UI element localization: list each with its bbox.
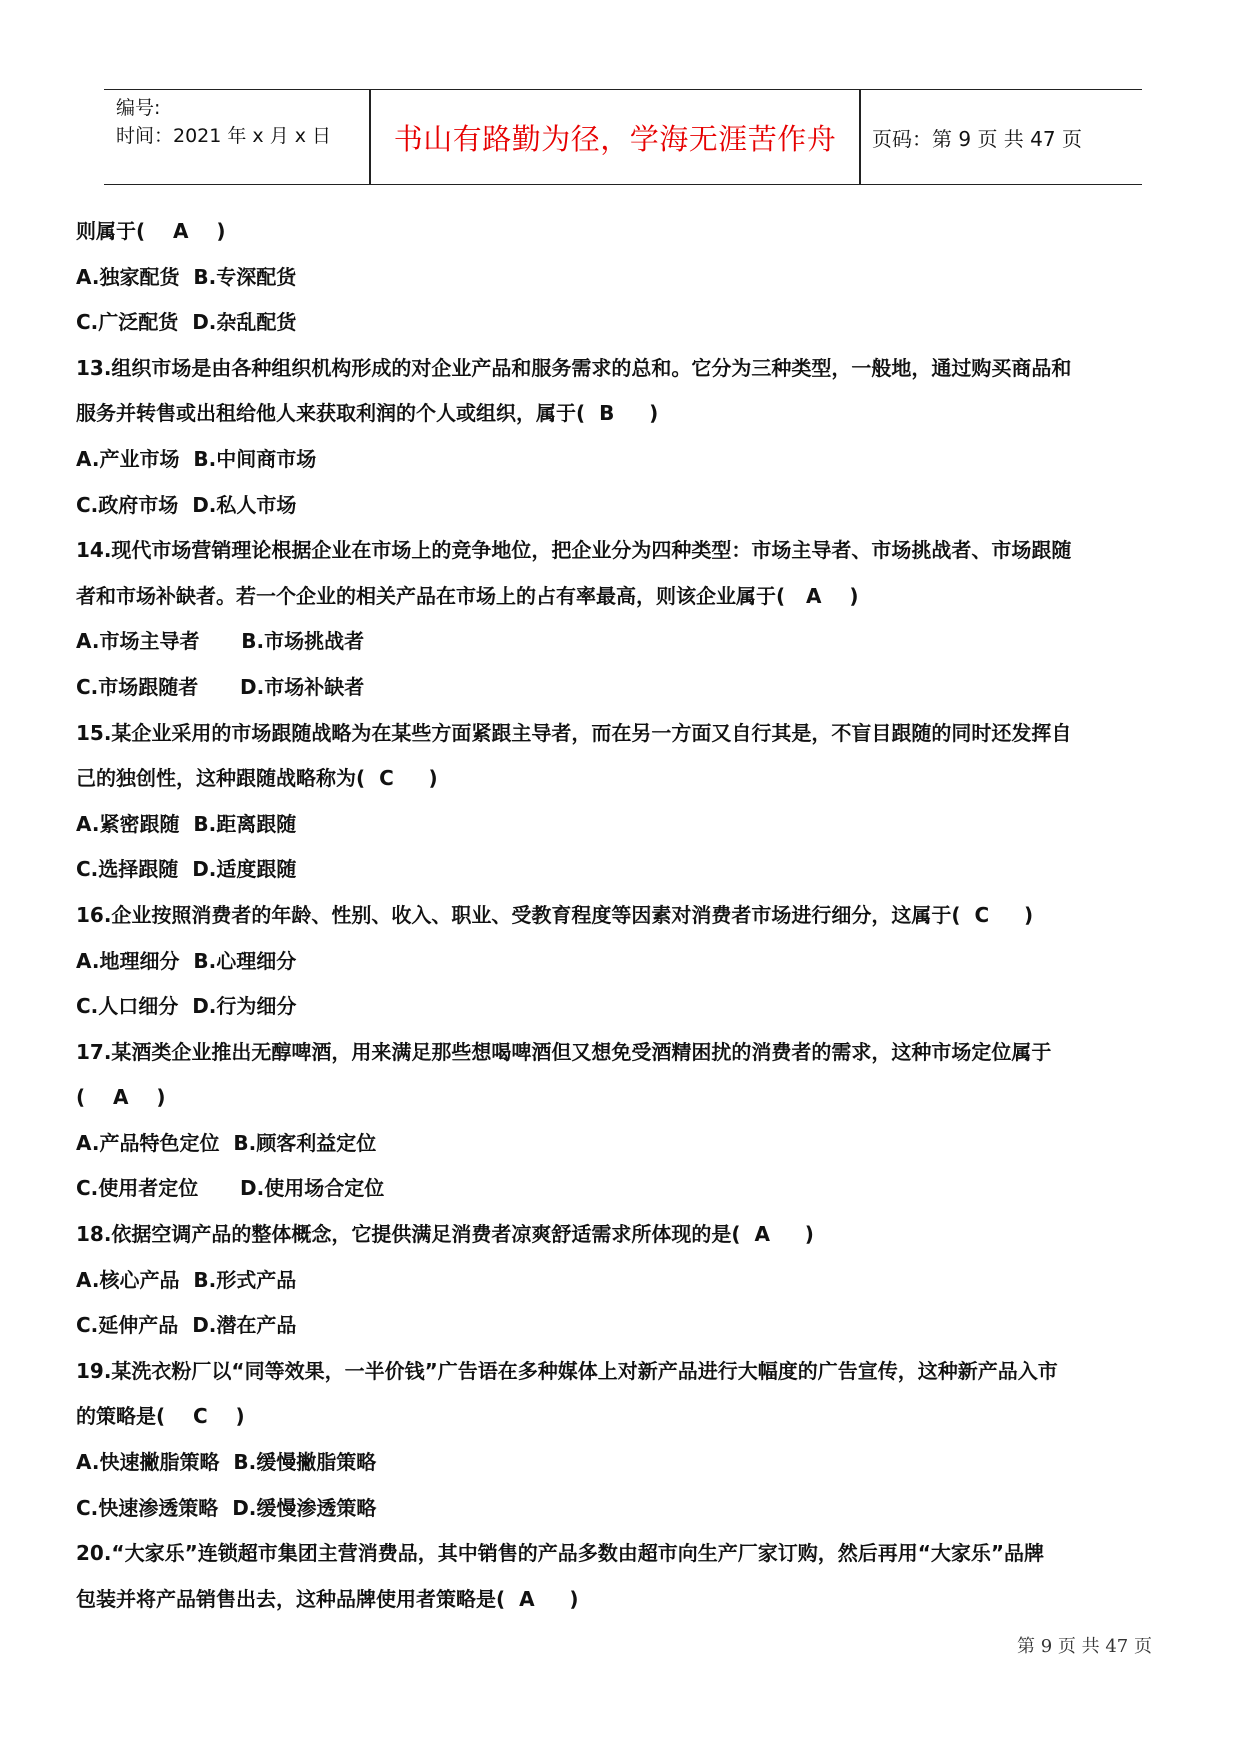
option-line: C.使用者定位 D.使用场合定位 [76,1176,385,1201]
question-line: 16.企业按照消费者的年龄、性别、收入、职业、受教育程度等因素对消费者市场进行细分，这属于( C ) [76,902,1034,927]
question-line: 包装并将产品销售出去，这种品牌使用者策略是( A ) [76,1586,579,1611]
page-header [104,89,1142,185]
header-motto: 书山有路勤为径，学海无涯苦作舟 [393,121,837,156]
document-number-label: 编号: [116,97,161,119]
question-line: 己的独创性，这种跟随战略称为( C ) [76,766,438,791]
question-line: 20.“大家乐”连锁超市集团主营消费品，其中销售的产品多数由超市向生产厂家订购，然后再用“大家乐”品牌 [76,1541,1045,1566]
option-line: A.产品特色定位 B.顾客利益定位 [76,1130,377,1155]
option-line: A.市场主导者 B.市场挑战者 [76,629,365,654]
option-line: C.市场跟随者 D.市场补缺者 [76,674,365,699]
header-page-info: 页码：第 9 页 共 47 页 [872,126,1082,151]
question-line: 14.现代市场营销理论根据企业在市场上的竞争地位，把企业分为四种类型：市场主导者、市场挑战者、市场跟随 [76,538,1072,563]
option-line: C.延伸产品 D.潜在产品 [76,1313,297,1338]
question-line: 18.依据空调产品的整体概念，它提供满足消费者凉爽舒适需求所体现的是( A ) [76,1222,814,1247]
question-line: 的策略是( C ) [76,1404,245,1429]
text-line: 则属于( A ) [76,219,226,243]
option-line: C.广泛配货 D.杂乱配货 [76,310,297,335]
document-body [76,209,1176,1622]
option-line: C.快速渗透策略 D.缓慢渗透策略 [76,1495,377,1520]
question-line: ( A ) [76,1085,166,1110]
option-line: C.政府市场 D.私人市场 [76,492,297,517]
option-line: A.地理细分 B.心理细分 [76,948,297,973]
header-divider [859,90,861,184]
header-meta [116,94,356,150]
option-line: A.产业市场 B.中间商市场 [76,446,317,471]
option-line: A.核心产品 B.形式产品 [76,1267,297,1292]
document-time-label: 时间：2021 年 x 月 x 日 [116,125,332,147]
option-line: A.独家配货 B.专深配货 [76,264,297,289]
option-line: C.人口细分 D.行为细分 [76,994,297,1019]
question-line: 17.某酒类企业推出无醇啤酒，用来满足那些想喝啤酒但又想免受酒精困扰的消费者的需求，这种市场定位属于 [76,1039,1052,1064]
question-line: 服务并转售或出租给他人来获取利润的个人或组织，属于( B ) [76,401,659,426]
option-line: C.选择跟随 D.适度跟随 [76,857,297,882]
option-line: A.快速撇脂策略 B.缓慢撇脂策略 [76,1450,377,1475]
question-line: 15.某企业采用的市场跟随战略为在某些方面紧跟主导者，而在另一方面又自行其是，不盲目跟随的同时还发挥自 [76,720,1072,745]
question-line: 13.组织市场是由各种组织机构形成的对企业产品和服务需求的总和。它分为三种类型，一般地，通过购买商品和 [76,355,1072,380]
page-footer: 第 9 页 共 47 页 [1017,1636,1152,1657]
option-line: A.紧密跟随 B.距离跟随 [76,811,297,836]
question-line: 19.某洗衣粉厂以“同等效果，一半价钱”广告语在多种媒体上对新产品进行大幅度的广告宣传，这种新产品入市 [76,1358,1058,1383]
question-line: 者和市场补缺者。若一个企业的相关产品在市场上的占有率最高，则该企业属于( A ) [76,583,859,608]
